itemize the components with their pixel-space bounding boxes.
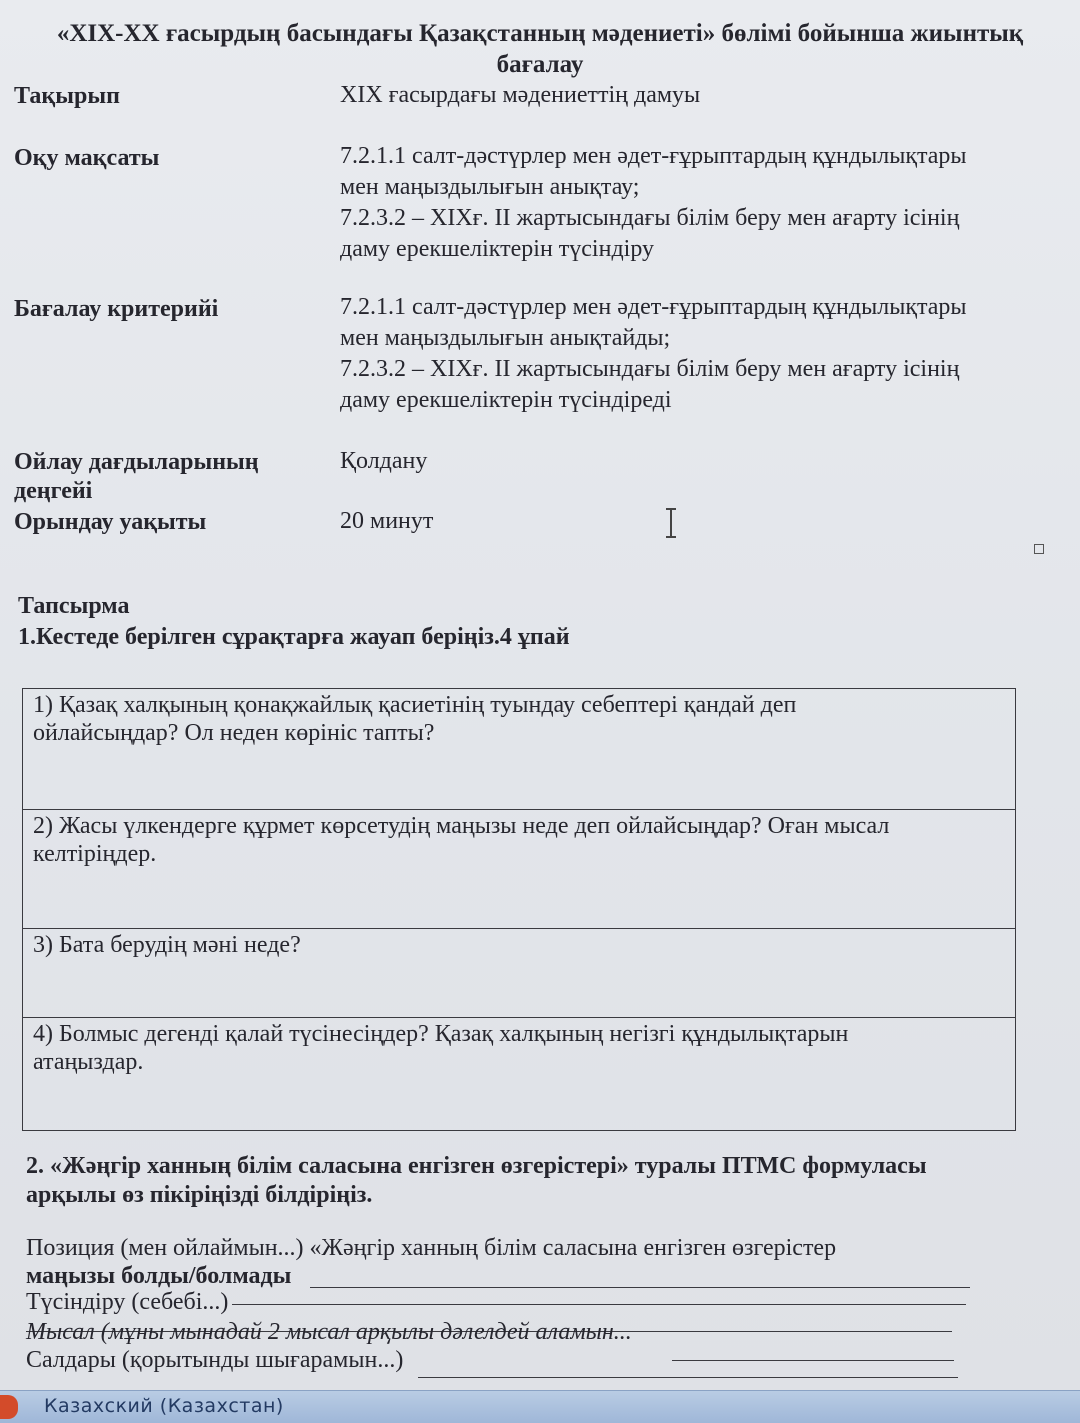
skill-label-line: Ойлау дағдыларының	[14, 449, 259, 475]
topic-label: Тақырып	[14, 83, 120, 109]
criteria-value	[340, 292, 1060, 416]
question-text: 4) Болмыс дегенді қалай түсінесіңдер? Қазақ халқының негізгі құндылықтарын	[33, 1021, 849, 1047]
ptms-position: Позиция (мен ойлаймын...) «Жәңгір ханның білім саласына енгізген өзгерістер	[26, 1235, 837, 1261]
ptms-example	[26, 1318, 632, 1346]
question-cell[interactable]	[23, 689, 1016, 810]
criteria-label: Бағалау критерийі	[14, 296, 219, 322]
ptms-position-choice: маңызы болды/болмады	[26, 1263, 292, 1289]
ptms-example-text: Мысал (мұны мынадай 2 мысал арқылы дәлелдей аламын...	[26, 1319, 632, 1345]
table-row	[23, 689, 1016, 810]
ptms-explain: Түсіндіру (себебі...)	[26, 1289, 229, 1315]
answer-line[interactable]	[232, 1304, 966, 1305]
skill-label	[14, 448, 259, 506]
topic-value: XIX ғасырдағы мәдениеттің дамуы	[340, 82, 701, 108]
question-cell[interactable]	[23, 810, 1016, 929]
title-line-2: бағалау	[496, 51, 584, 78]
question-text: ойлайсыңдар? Ол неден көрініс тапты?	[33, 720, 435, 746]
question-cell[interactable]	[23, 929, 1016, 1018]
task-heading: Тапсырма	[18, 593, 130, 619]
document-title	[10, 18, 1070, 80]
table-row	[23, 929, 1016, 1018]
question-cell[interactable]	[23, 1018, 1016, 1131]
language-indicator[interactable]: Казахский (Казахстан)	[44, 1395, 284, 1417]
time-label: Орындау уақыты	[14, 509, 207, 535]
answer-line[interactable]	[672, 1360, 954, 1361]
question-text: атаңыздар.	[33, 1049, 144, 1075]
question-text: 1) Қазақ халқының қонақжайлық қасиетінің туындау себептері қандай деп	[33, 692, 797, 718]
task2-line: 2. «Жәңгір ханның білім саласына енгізген өзгерістері» туралы ПТМС формуласы	[26, 1153, 927, 1179]
text-cursor-icon	[670, 508, 680, 538]
task2-heading	[26, 1152, 1006, 1210]
goal-label: Оқу мақсаты	[14, 145, 160, 171]
question-text: 2) Жасы үлкендерге құрмет көрсетудің маңызы неде деп ойлайсыңдар? Оған мысал	[33, 813, 890, 839]
question-text: 3) Бата берудің мәні неде?	[33, 932, 301, 958]
goal-value	[340, 141, 1060, 265]
criteria-line: 7.2.3.2 – XIXғ. II жартысындағы білім беру мен ағарту ісінің	[340, 356, 960, 382]
anchor-marker-icon	[1034, 544, 1044, 554]
task2-line: арқылы өз пікіріңізді білдіріңіз.	[26, 1182, 373, 1208]
answer-line[interactable]	[310, 1287, 970, 1288]
goal-line: 7.2.1.1 салт-дәстүрлер мен әдет-ғұрыптардың құндылықтары	[340, 143, 967, 169]
task1-heading: 1.Кестеде берілген сұрақтарға жауап беріңіз.4 ұпай	[18, 624, 570, 650]
table-row	[23, 1018, 1016, 1131]
answer-line[interactable]	[418, 1377, 958, 1378]
spellcheck-icon[interactable]	[0, 1395, 18, 1419]
status-bar	[0, 1390, 1080, 1423]
ptms-conclusion: Салдары (қорытынды шығарамын...)	[26, 1347, 404, 1373]
question-text: келтіріңдер.	[33, 841, 157, 867]
skill-value: Қолдану	[340, 448, 428, 474]
questions-table	[22, 688, 1016, 1131]
goal-line: 7.2.3.2 – XIXғ. II жартысындағы білім беру мен ағарту ісінің	[340, 205, 960, 231]
goal-line: даму ерекшеліктерін түсіндіру	[340, 236, 655, 262]
criteria-line: даму ерекшеліктерін түсіндіреді	[340, 387, 672, 413]
table-row	[23, 810, 1016, 929]
goal-line: мен маңыздылығын анықтау;	[340, 174, 640, 200]
criteria-line: 7.2.1.1 салт-дәстүрлер мен әдет-ғұрыптардың құндылықтары	[340, 294, 967, 320]
title-line-1: «XIX-XX ғасырдың басындағы Қазақстанның мәдениеті» бөлімі бойынша жиынтық	[56, 20, 1024, 47]
time-value: 20 минут	[340, 508, 434, 534]
criteria-line: мен маңыздылығын анықтайды;	[340, 325, 671, 351]
skill-label-line: деңгейі	[14, 478, 93, 504]
